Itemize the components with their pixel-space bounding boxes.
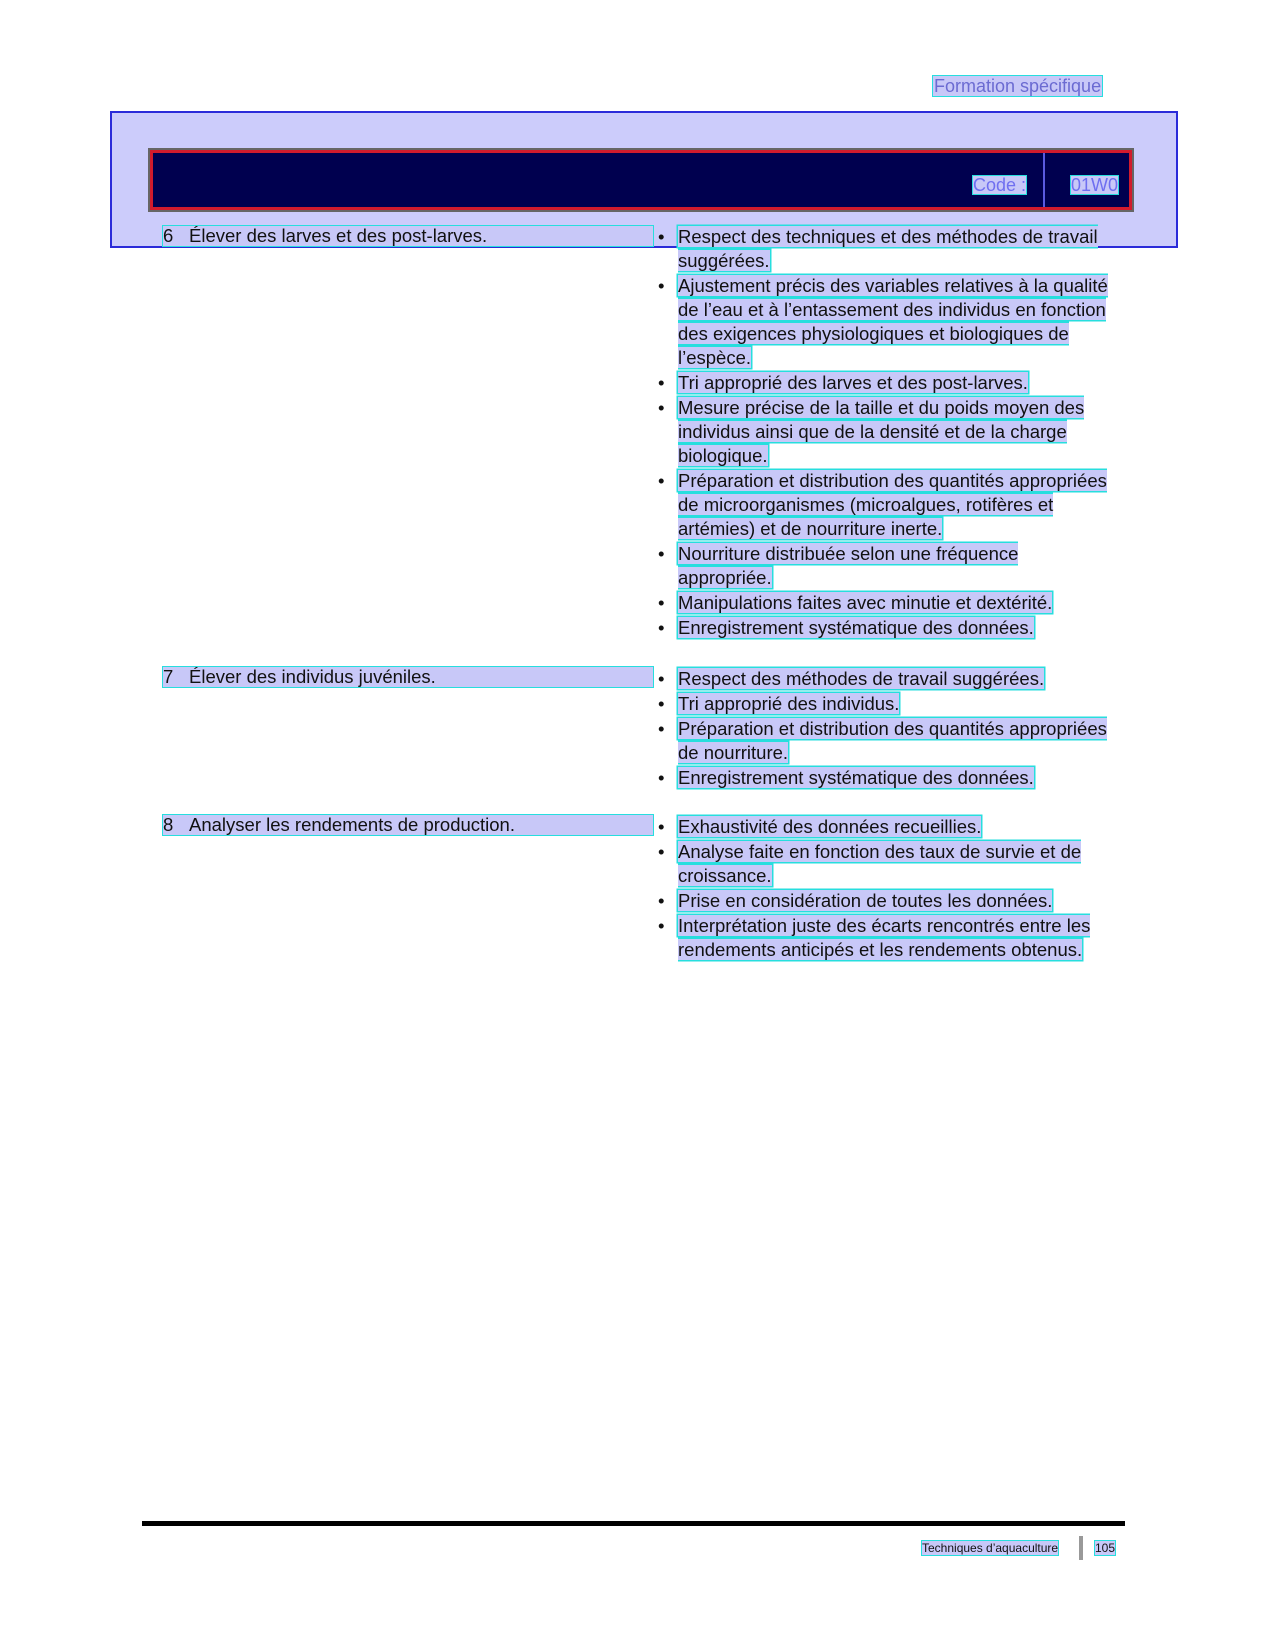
criterion-text: Tri approprié des larves et des post-larves. bbox=[678, 372, 1028, 393]
criterion-text: Enregistrement systématique des données. bbox=[678, 767, 1034, 788]
criterion-item bbox=[656, 371, 1116, 395]
competency-header-band bbox=[150, 150, 1132, 210]
criterion-item bbox=[656, 225, 1116, 273]
bullet-icon: • bbox=[658, 693, 665, 714]
criterion-item bbox=[656, 274, 1116, 370]
criterion-item bbox=[656, 766, 1116, 790]
code-value: 01W0 bbox=[1071, 175, 1119, 195]
footer-rule bbox=[142, 1521, 1125, 1526]
element-number: 6 bbox=[163, 225, 174, 246]
criterion-item bbox=[656, 667, 1116, 691]
criterion-item bbox=[656, 840, 1116, 888]
criterion-item bbox=[656, 692, 1116, 716]
element-title-6 bbox=[163, 226, 653, 246]
criterion-item bbox=[656, 469, 1116, 541]
criterion-item bbox=[656, 396, 1116, 468]
criterion-text: Respect des techniques et des méthodes de travail suggérées. bbox=[678, 226, 1098, 271]
criterion-text: Enregistrement systématique des données. bbox=[678, 617, 1034, 638]
element-number: 7 bbox=[163, 666, 174, 687]
page-number: 105 bbox=[1095, 1541, 1116, 1555]
element-title-7 bbox=[163, 667, 653, 687]
code-divider bbox=[1043, 153, 1045, 207]
bullet-icon: • bbox=[658, 890, 665, 911]
footer-title: Techniques d’aquaculture bbox=[922, 1541, 1059, 1555]
bullet-icon: • bbox=[658, 470, 665, 491]
criterion-text: Manipulations faites avec minutie et dextérité. bbox=[678, 592, 1053, 613]
criterion-text: Ajustement précis des variables relatives à la qualité de l’eau et à l’entassement des individus en fonction des exigences physiologiques et biologiques de l’espèce. bbox=[678, 275, 1108, 368]
element-number: 8 bbox=[163, 814, 174, 835]
bullet-icon: • bbox=[658, 372, 665, 393]
criteria-list-6 bbox=[656, 225, 1116, 641]
bullet-icon: • bbox=[658, 226, 665, 247]
criterion-text: Nourriture distribuée selon une fréquence appropriée. bbox=[678, 543, 1019, 588]
criterion-item bbox=[656, 542, 1116, 590]
bullet-icon: • bbox=[658, 397, 665, 418]
element-title-text: Analyser les rendements de production. bbox=[189, 814, 515, 835]
criterion-text: Mesure précise de la taille et du poids moyen des individus ainsi que de la densité et de la charge biologique. bbox=[678, 397, 1085, 466]
bullet-icon: • bbox=[658, 543, 665, 564]
criterion-item bbox=[656, 889, 1116, 913]
bullet-icon: • bbox=[658, 718, 665, 739]
criterion-item bbox=[656, 914, 1116, 962]
criterion-text: Tri approprié des individus. bbox=[678, 693, 900, 714]
criterion-text: Préparation et distribution des quantités appropriées de nourriture. bbox=[678, 718, 1107, 763]
section-label: Formation spécifique bbox=[934, 76, 1102, 96]
bullet-icon: • bbox=[658, 915, 665, 936]
criterion-item bbox=[656, 616, 1116, 640]
criterion-text: Prise en considération de toutes les données. bbox=[678, 890, 1053, 911]
criterion-text: Analyse faite en fonction des taux de survie et de croissance. bbox=[678, 841, 1082, 886]
criteria-list-8 bbox=[656, 815, 1116, 963]
criterion-text: Respect des méthodes de travail suggérées. bbox=[678, 668, 1045, 689]
bullet-icon: • bbox=[658, 617, 665, 638]
bullet-icon: • bbox=[658, 767, 665, 788]
bullet-icon: • bbox=[658, 841, 665, 862]
code-label: Code : bbox=[973, 175, 1027, 195]
criterion-item bbox=[656, 591, 1116, 615]
criterion-text: Exhaustivité des données recueillies. bbox=[678, 816, 982, 837]
element-title-text: Élever des larves et des post-larves. bbox=[189, 225, 488, 246]
element-title-8 bbox=[163, 815, 653, 835]
footer-separator bbox=[1079, 1536, 1083, 1560]
criterion-text: Interprétation juste des écarts rencontrés entre les rendements anticipés et les rendements obtenus. bbox=[678, 915, 1091, 960]
bullet-icon: • bbox=[658, 668, 665, 689]
criteria-list-7 bbox=[656, 667, 1116, 791]
criterion-item bbox=[656, 815, 1116, 839]
criterion-text: Préparation et distribution des quantités appropriées de microorganismes (microalgues, rotifères et artémies) et de nourriture inerte. bbox=[678, 470, 1107, 539]
element-title-text: Élever des individus juvéniles. bbox=[189, 666, 436, 687]
bullet-icon: • bbox=[658, 275, 665, 296]
bullet-icon: • bbox=[658, 816, 665, 837]
bullet-icon: • bbox=[658, 592, 665, 613]
criterion-item bbox=[656, 717, 1116, 765]
